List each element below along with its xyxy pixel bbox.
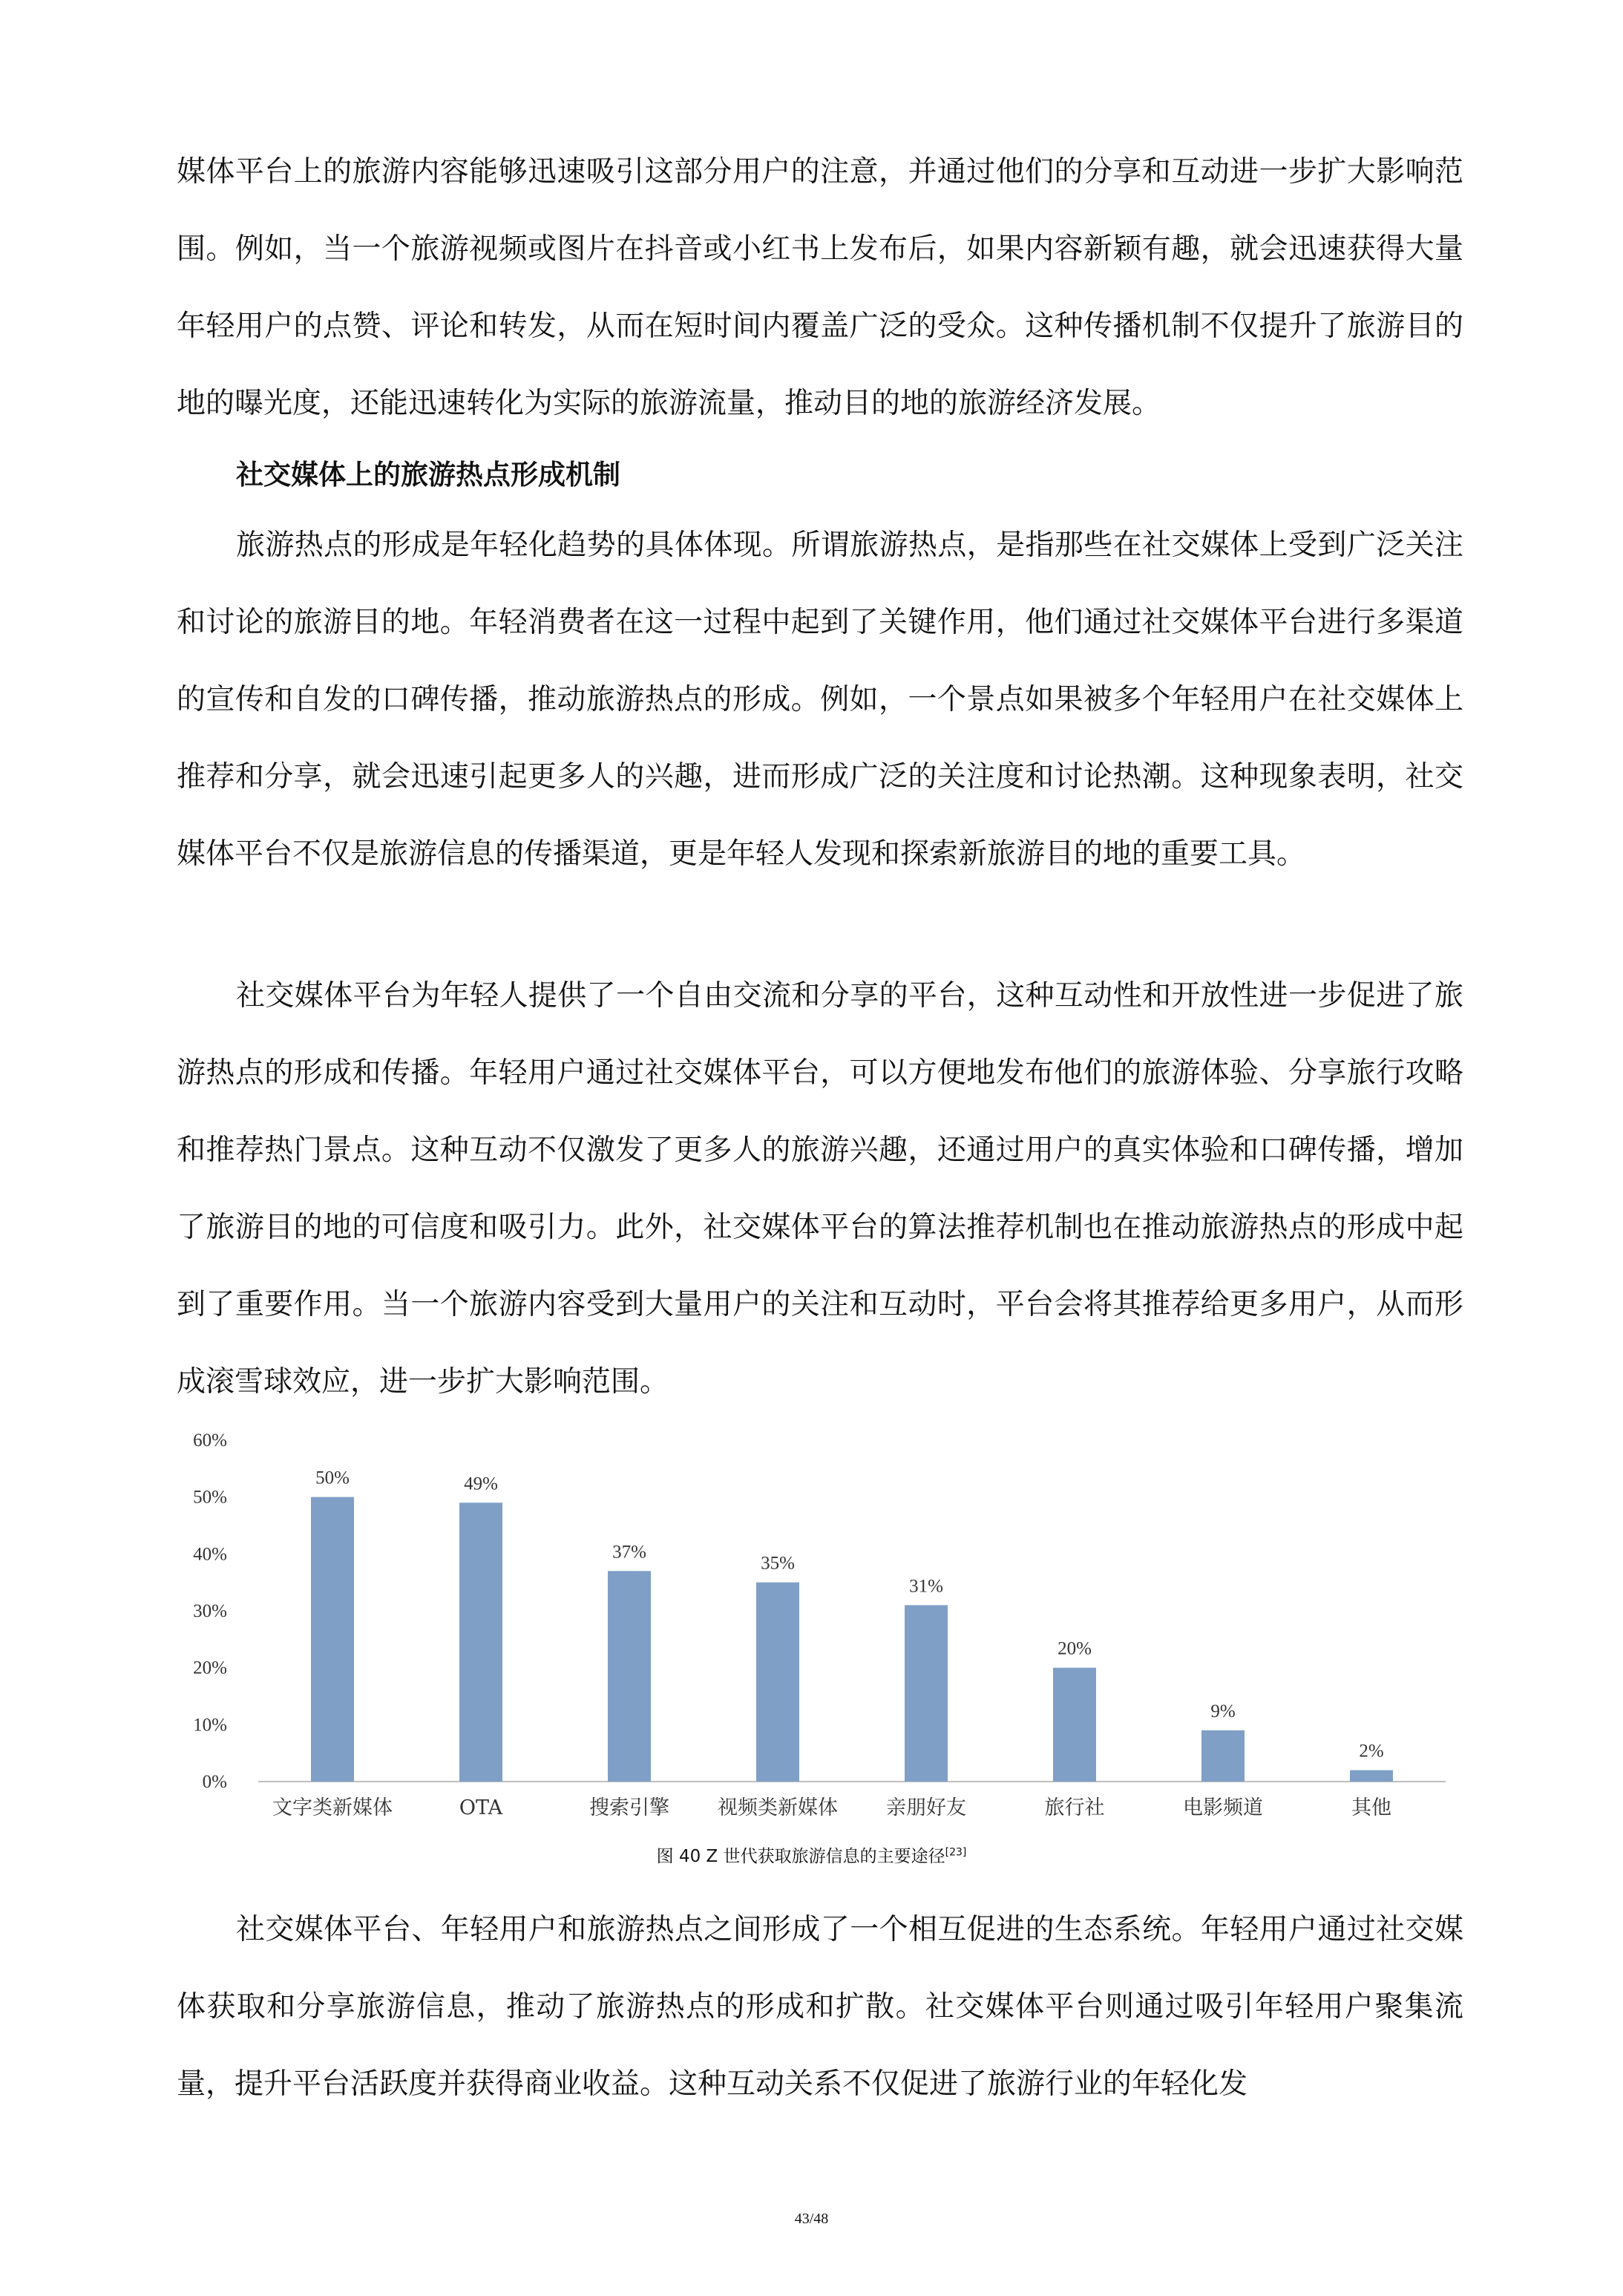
bar [1201, 1730, 1245, 1782]
bar [608, 1571, 651, 1782]
bar [1053, 1668, 1096, 1782]
caption-text: 图 40 Z 世代获取旅游信息的主要途径 [656, 1847, 945, 1866]
bar [311, 1497, 354, 1782]
y-tick-label: 20% [193, 1658, 227, 1678]
data-label: 31% [909, 1576, 943, 1597]
bar-chart [177, 1410, 1453, 1826]
data-label: 2% [1359, 1741, 1384, 1762]
data-label: 49% [464, 1474, 498, 1494]
paragraph-3: 社交媒体平台为年轻人提供了一个自由交流和分享的平台，这种互动性和开放性进一步促进了旅游热点的形成和传播。年轻用户通过社交媒体平台，可以方便地发布他们的旅游体验、分享旅行攻略和推荐热门景点。这种互动不仅激发了更多人的旅游兴趣，还通过用户的真实体验和口碑传播，增加了旅游目的地的可信度和吸引力。此外，社交媒体平台的算法推荐机制也在推动旅游热点的形成中起到了重要作用。当一个旅游内容受到大量用户的关注和互动时，平台会将其推荐给更多用户，从而形成滚雪球效应，进一步扩大影响范围。 [177, 979, 1463, 1399]
y-tick-label: 50% [193, 1487, 227, 1508]
figure-caption [0, 1842, 1623, 1867]
y-tick-label: 0% [202, 1772, 227, 1792]
page-number: 43/48 [794, 2211, 829, 2227]
data-label: 20% [1058, 1638, 1092, 1659]
bar [756, 1583, 799, 1782]
x-tick-label: 旅行社 [1044, 1796, 1105, 1819]
x-tick-label: 电影频道 [1183, 1796, 1263, 1819]
x-tick-label: OTA [459, 1796, 503, 1819]
caption-reference: [23] [945, 1846, 967, 1859]
data-label: 37% [612, 1542, 646, 1563]
data-label: 50% [315, 1468, 350, 1488]
bar [1350, 1770, 1393, 1782]
bar [459, 1502, 502, 1782]
bar [905, 1605, 948, 1782]
y-tick-label: 10% [193, 1715, 227, 1736]
paragraph-1: 媒体平台上的旅游内容能够迅速吸引这部分用户的注意，并通过他们的分享和互动进一步扩大影响范围。例如，当一个旅游视频或图片在抖音或小红书上发布后，如果内容新颖有趣，就会迅速获得大量年轻用户的点赞、评论和转发，从而在短时间内覆盖广泛的受众。这种传播机制不仅提升了旅游目的地的曝光度，还能迅速转化为实际的旅游流量，推动目的地的旅游经济发展。 [177, 155, 1463, 420]
data-label: 35% [761, 1553, 795, 1574]
y-tick-label: 60% [193, 1430, 227, 1450]
x-tick-label: 文字类新媒体 [272, 1796, 393, 1819]
x-tick-label: 搜索引擎 [589, 1796, 669, 1819]
data-label: 9% [1210, 1701, 1236, 1721]
y-tick-label: 30% [193, 1601, 227, 1621]
paragraph-4: 社交媒体平台、年轻用户和旅游热点之间形成了一个相互促进的生态系统。年轻用户通过社交媒体获取和分享旅游信息，推动了旅游热点的形成和扩散。社交媒体平台则通过吸引年轻用户聚集流量，提升平台活跃度并获得商业收益。这种互动关系不仅促进了旅游行业的年轻化发 [177, 1913, 1463, 2101]
section-heading: 社交媒体上的旅游热点形成机制 [236, 459, 620, 491]
x-tick-label: 亲朋好友 [886, 1796, 966, 1819]
y-tick-label: 40% [193, 1544, 227, 1565]
x-tick-label: 其他 [1351, 1796, 1391, 1819]
x-tick-label: 视频类新媒体 [718, 1796, 838, 1819]
paragraph-2: 旅游热点的形成是年轻化趋势的具体体现。所谓旅游热点，是指那些在社交媒体上受到广泛关注和讨论的旅游目的地。年轻消费者在这一过程中起到了关键作用，他们通过社交媒体平台进行多渠道的宣传和自发的口碑传播，推动旅游热点的形成。例如，一个景点如果被多个年轻用户在社交媒体上推荐和分享，就会迅速引起更多人的兴趣，进而形成广泛的关注度和讨论热潮。这种现象表明，社交媒体平台不仅是旅游信息的传播渠道，更是年轻人发现和探索新旅游目的地的重要工具。 [177, 529, 1463, 871]
